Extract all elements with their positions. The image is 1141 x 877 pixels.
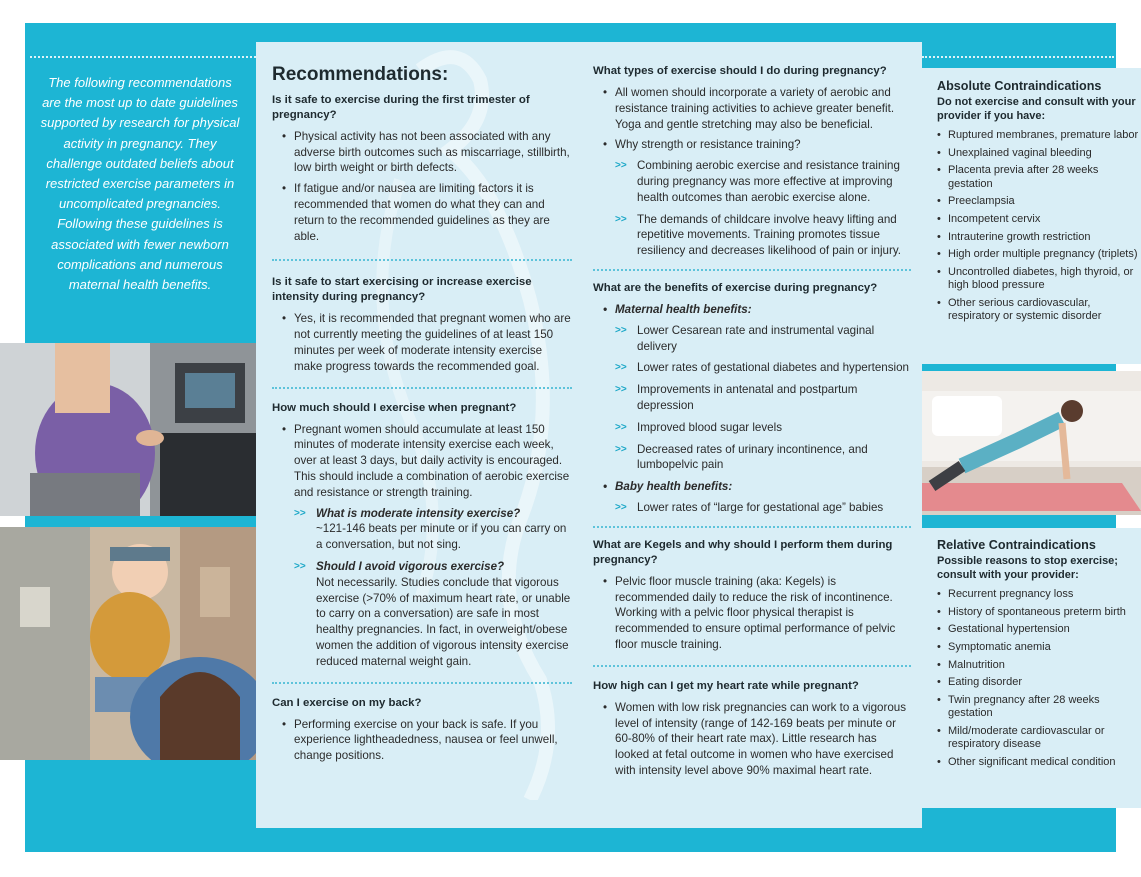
list-item: • Twin pregnancy after 28 weeks gestation [937,694,1141,721]
question-how-much: How much should I exercise when pregnant? [272,401,517,414]
absolute-lead: Do not exercise and consult with your provider if you have: [937,96,1136,122]
question-on-back: Can I exercise on my back? [272,696,422,709]
list-item: • High order multiple pregnancy (triplets) [937,248,1141,261]
list-item: • Incompetent cervix [937,213,1141,226]
sub-item: >> Combining aerobic exercise and resistance training during pregnancy was more effective at improving health outcomes than aerobic exercise alone. [615,158,911,205]
relative-lead: Possible reasons to stop exercise; consult with your provider: [937,555,1118,581]
divider-dots [593,526,911,528]
sub-item: >> The demands of childcare involve heavy lifting and repetitive movements. Training promotes tissue resiliency and decreases likelihood of pain or injury. [615,212,911,259]
benefit-item: >> Improved blood sugar levels [615,420,911,436]
column-left [272,64,572,769]
list-item: • Symptomatic anemia [937,641,1141,654]
list-item: • Eating disorder [937,676,1141,689]
benefit-item: >> Lower rates of gestational diabetes and hypertension [615,360,911,376]
question-heart-rate: How high can I get my heart rate while pregnant? [593,679,859,692]
page-title: Recommendations: [272,64,449,85]
list-item: • Other serious cardiovascular, respiratory or systemic disorder [937,297,1141,324]
question-start-exercising: Is it safe to start exercising or increase exercise intensity during pregnancy? [272,276,532,304]
list-item: • Malnutrition [937,659,1141,672]
divider-dots [593,269,911,271]
absolute-title: Absolute Contraindications [937,79,1102,93]
relative-contraindications-box [922,528,1141,808]
divider-dots [593,665,911,667]
list-item: • Pelvic floor muscle training (aka: Kegels) is recommended daily to reduce the risk of incontinence. Working with a pelvic floor physical therapist is recommended to ensure optimal performance of pelvic floor muscle training. [593,574,911,653]
mother-baby-photo [0,527,256,760]
baby-heading: • Baby health benefits: [593,479,911,495]
benefit-item: >> Decreased rates of urinary incontinence, and lumbopelvic pain [615,442,911,474]
list-item: • Preeclampsia [937,195,1141,208]
list-item: • Unexplained vaginal bleeding [937,147,1141,160]
sub-item-vigorous [294,559,572,670]
list-item: • Intrauterine growth restriction [937,231,1141,244]
divider-dots [30,56,256,58]
pushup-photo [922,371,1141,515]
sub-item-moderate [294,506,572,553]
list-item: • Mild/moderate cardiovascular or respiratory disease [937,725,1141,752]
list-item: • Performing exercise on your back is safe. If you experience lightheadedness, nausea or feel unwell, change positions. [272,717,572,764]
question-kegels: What are Kegels and why should I perform them during pregnancy? [593,538,893,566]
column-right [593,64,911,784]
intro-text: The following recommendations are the most up to date guidelines supported by research for physical activity in pregnancy. They challenge outdated beliefs about restricted exercise parameters in uncomplicated pregnancies. Following these guidelines is associated with fewer newborn complications and numerous maternal health benefits. [40,75,240,293]
question-types: What types of exercise should I do during pregnancy? [593,65,887,77]
relative-title: Relative Contraindications [937,538,1096,552]
sub-heading: Should I avoid vigorous exercise? [316,559,505,573]
benefit-item: >> Improvements in antenatal and postpartum depression [615,382,911,414]
list-item: • Gestational hypertension [937,623,1141,636]
maternal-heading: • Maternal health benefits: [593,302,911,318]
sub-heading: What is moderate intensity exercise? [316,506,521,520]
list-item: • Why strength or resistance training? [593,137,911,153]
divider-dots [272,387,572,389]
divider-dots [272,682,572,684]
divider-dots [922,56,1114,58]
list-item: • Pregnant women should accumulate at least 150 minutes of moderate intensity exercise each week, over at least 3 days, but daily activity is encouraged. This should include a combination of aerobic exercise and resistance or strength training. [272,422,572,501]
treadmill-photo [0,343,256,516]
benefit-item: >> Lower Cesarean rate and instrumental vaginal delivery [615,323,911,355]
list-item: • History of spontaneous preterm birth [937,606,1141,619]
list-item: • Women with low risk pregnancies can work to a vigorous level of intensity (range of 142-169 beats per minute or 60-80% of their heart rate max). Little research has looked at fetal outcome in women who have exercised with intensity level above 90% maximal heart rate. [593,700,911,779]
question-benefits: What are the benefits of exercise during pregnancy? [593,281,878,294]
list-item: • Other significant medical condition [937,756,1141,769]
question-first-trimester: Is it safe to exercise during the first trimester of pregnancy? [272,93,530,121]
list-item: • If fatigue and/or nausea are limiting factors it is recommended that women do what they can and return to the recommended guidelines as they are able. [272,181,572,244]
sub-text: Not necessarily. Studies conclude that vigorous exercise (>70% of maximum heart rate, or unable to carry on a conversation) are safe in most healthy pregnancies. In fact, in overweight/obese women the addition of vigorous intensity exercise reduced maternal weight gain. [316,575,571,668]
list-item: • Ruptured membranes, premature labor [937,129,1141,142]
list-item: • Physical activity has not been associated with any adverse birth outcomes such as miscarriage, stillbirth, low birth weight or birth defects. [272,129,572,176]
absolute-contraindications-box [922,68,1141,364]
list-item: • Uncontrolled diabetes, high thyroid, or high blood pressure [937,266,1141,293]
benefit-item: >> Lower rates of “large for gestational age” babies [615,500,911,516]
list-item: • Yes, it is recommended that pregnant women who are not currently meeting the guidelines of at least 150 minutes per week of moderate intensity exercise make progress towards the recommended goal. [272,311,572,374]
sub-text: ~121-146 beats per minute or if you can carry on a conversation, but not sing. [316,522,567,552]
list-item: • Placenta previa after 28 weeks gestation [937,164,1141,191]
list-item: • Recurrent pregnancy loss [937,588,1141,601]
divider-dots [272,259,572,261]
list-item: • All women should incorporate a variety of aerobic and resistance training activities to achieve greater benefit. Yoga and gentle stretching may also be beneficial. [593,85,911,132]
